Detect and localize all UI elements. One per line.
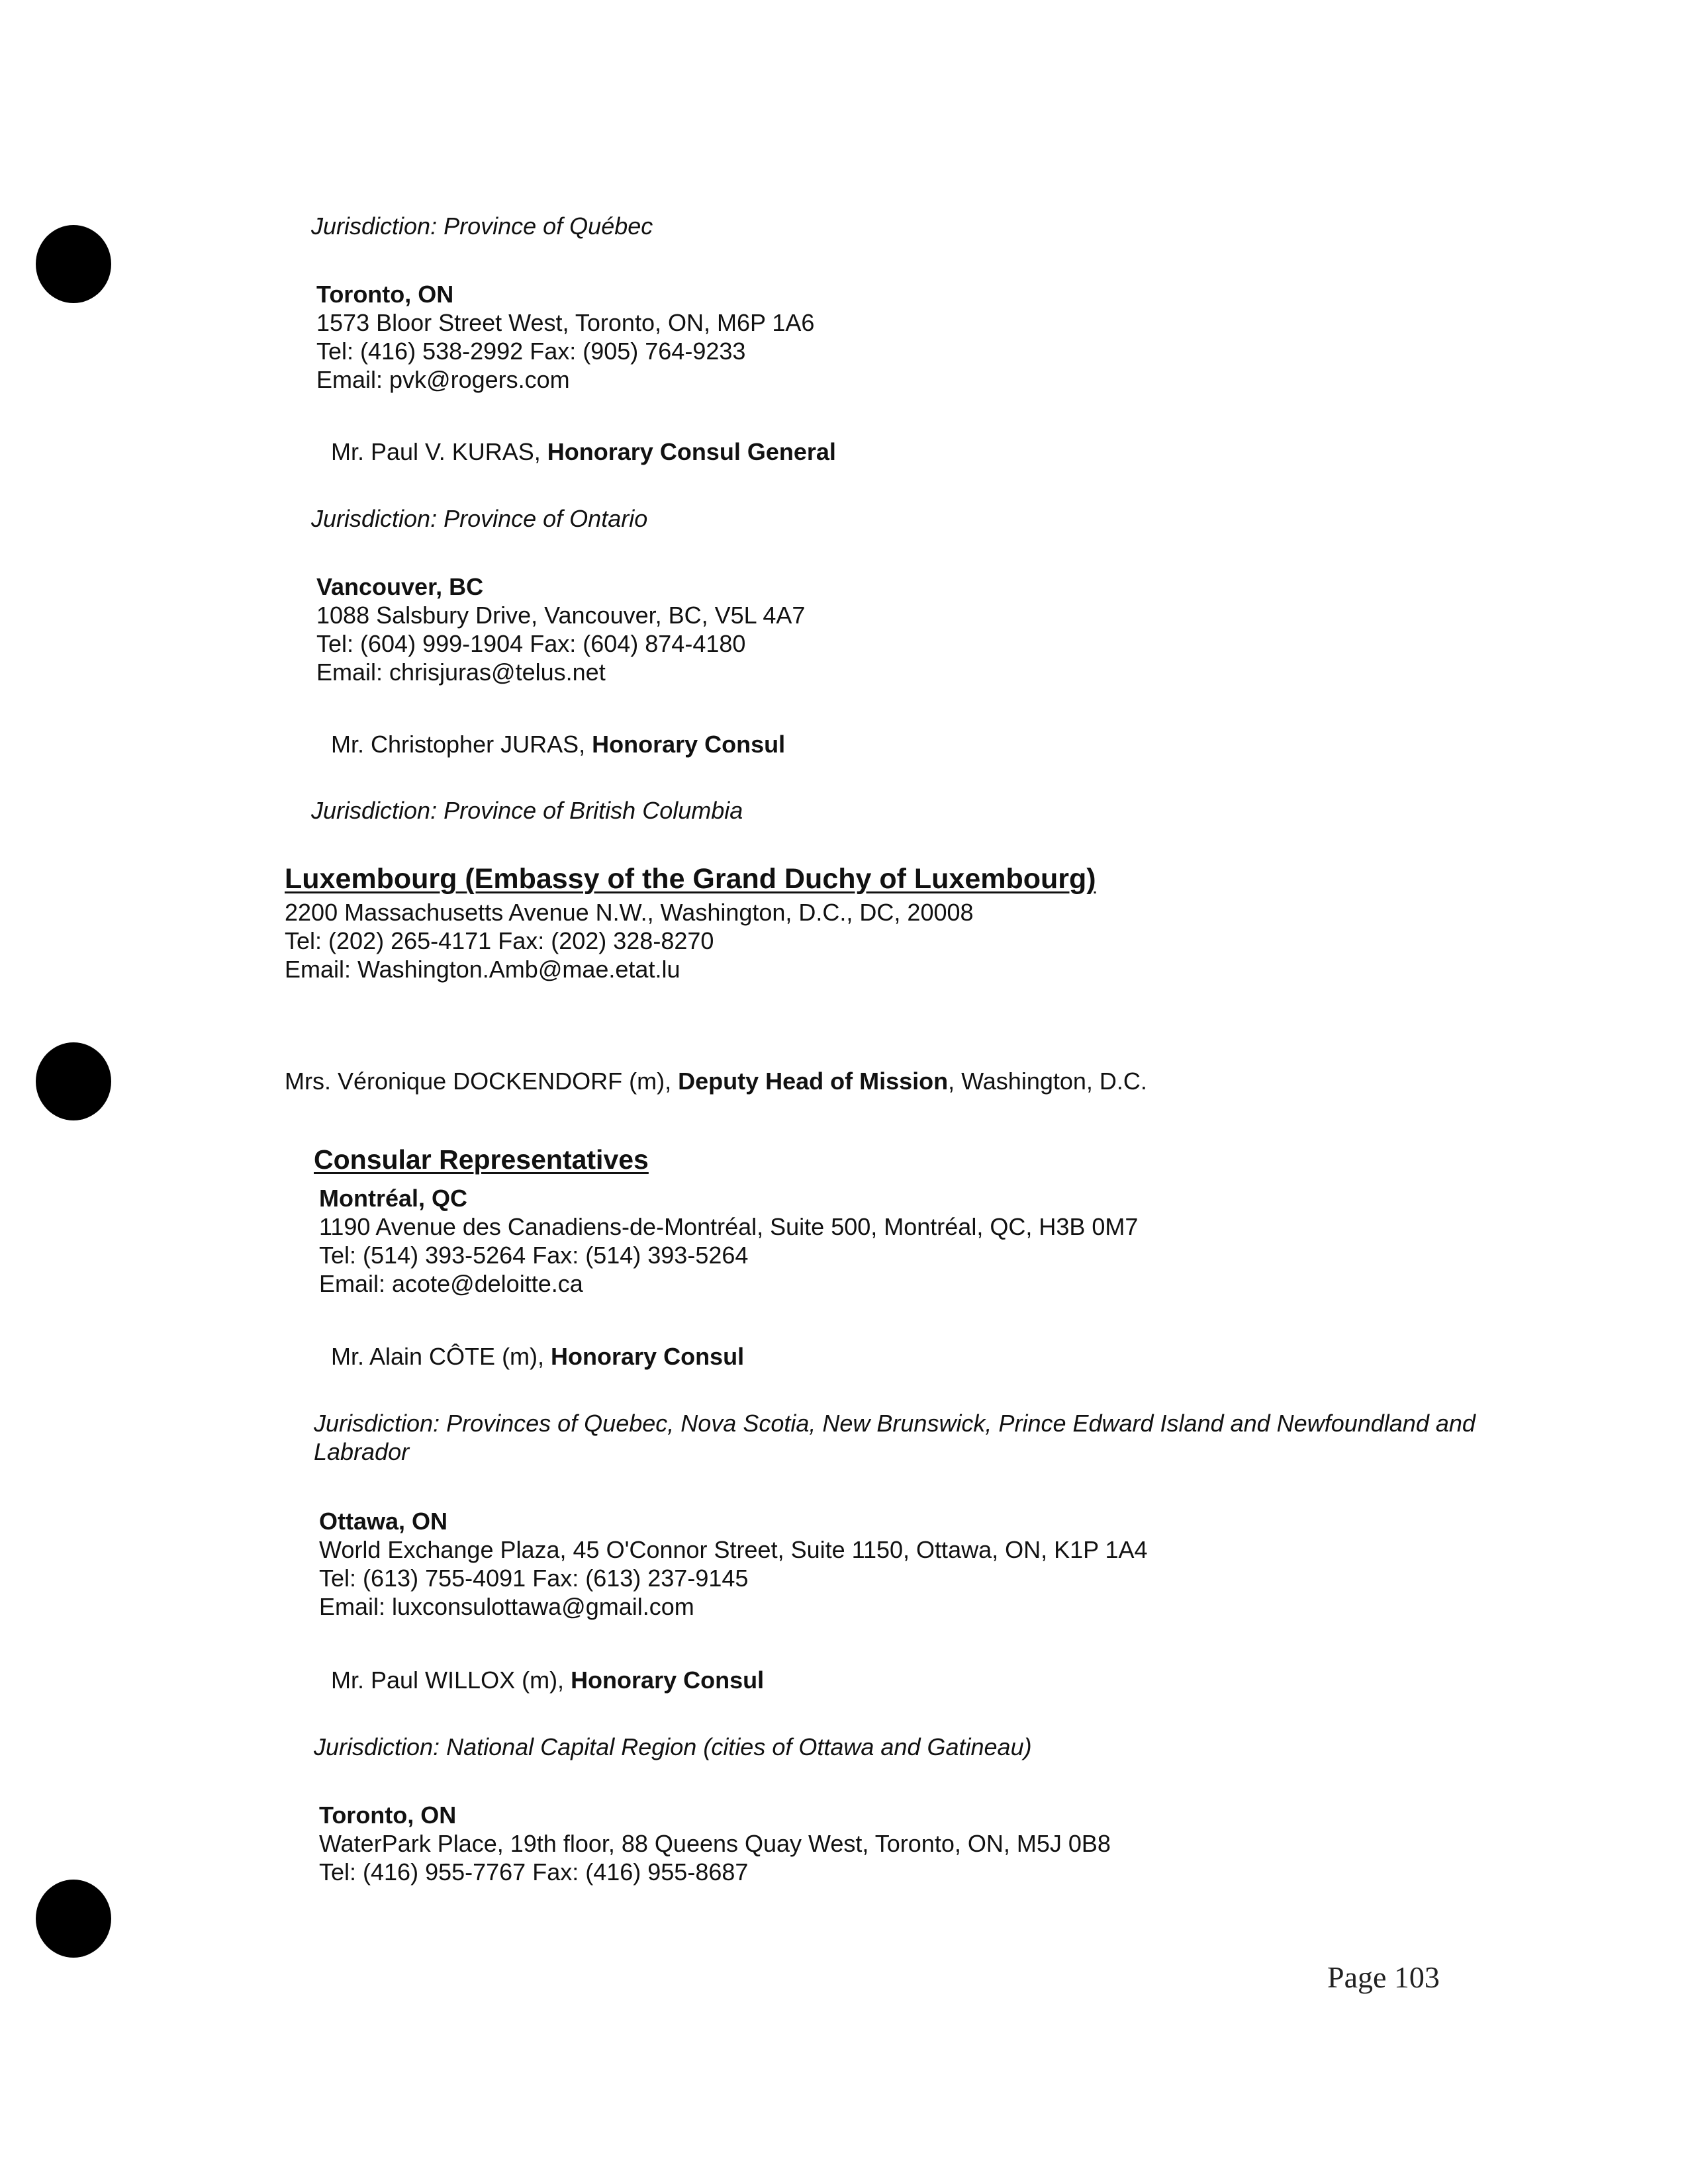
jurisdiction-label: Jurisdiction: (314, 1410, 440, 1437)
consul-entry (331, 437, 836, 466)
montreal-consulate-block (319, 1184, 1138, 1298)
embassy-contact-block (285, 898, 974, 983)
phone-fax: Tel: (604) 999-1904 Fax: (604) 874-4180 (316, 630, 746, 657)
consul-title: Honorary Consul (571, 1666, 765, 1694)
consul-title: Honorary Consul (592, 731, 786, 758)
punch-hole-top (36, 225, 111, 303)
page-number: Page 103 (1327, 1960, 1440, 1994)
jurisdiction-ontario (311, 504, 647, 533)
city-heading: Ottawa, ON (319, 1508, 448, 1535)
jurisdiction-label: Jurisdiction: (314, 1733, 440, 1760)
deputy-location: , Washington, D.C. (948, 1068, 1147, 1095)
consul-entry (331, 1342, 744, 1371)
ottawa-consulate-block (319, 1507, 1148, 1621)
deputy-head-entry (285, 1067, 1147, 1095)
deputy-title: Deputy Head of Mission (678, 1068, 949, 1095)
consul-name: Mr. Christopher JURAS, (331, 731, 592, 758)
jurisdiction-value: Province of Québec (444, 212, 653, 240)
email: Email: luxconsulottawa@gmail.com (319, 1593, 694, 1620)
consul-entry (331, 730, 785, 758)
city-heading: Toronto, ON (319, 1801, 457, 1829)
address: WaterPark Place, 19th floor, 88 Queens Quay West, Toronto, ON, M5J 0B8 (319, 1830, 1111, 1857)
jurisdiction-label: Jurisdiction: (311, 505, 438, 532)
jurisdiction-value: Province of British Columbia (444, 797, 743, 824)
consul-name: Mr. Paul WILLOX (m), (331, 1666, 571, 1694)
consul-name: Mr. Alain CÔTE (m), (331, 1343, 551, 1370)
phone-fax: Tel: (514) 393-5264 Fax: (514) 393-5264 (319, 1242, 749, 1269)
consul-title: Honorary Consul General (547, 438, 836, 465)
toronto-lux-consulate-block (319, 1801, 1111, 1886)
toronto-consulate-block (316, 280, 814, 394)
jurisdiction-value: National Capital Region (cities of Ottawa and Gatineau) (446, 1733, 1032, 1760)
address: World Exchange Plaza, 45 O'Connor Street, Suite 1150, Ottawa, ON, K1P 1A4 (319, 1536, 1148, 1563)
phone-fax: Tel: (613) 755-4091 Fax: (613) 237-9145 (319, 1565, 749, 1592)
punch-hole-middle (36, 1042, 111, 1120)
jurisdiction-national-capital (314, 1733, 1032, 1761)
jurisdiction-quebec-atlantic (314, 1409, 1519, 1466)
address: 2200 Massachusetts Avenue N.W., Washington, D.C., DC, 20008 (285, 899, 974, 926)
deputy-name: Mrs. Véronique DOCKENDORF (m), (285, 1068, 679, 1095)
city-heading: Montréal, QC (319, 1185, 468, 1212)
jurisdiction-label: Jurisdiction: (311, 797, 438, 824)
phone-fax: Tel: (416) 955-7767 Fax: (416) 955-8687 (319, 1858, 749, 1886)
consul-entry (331, 1666, 764, 1694)
consular-heading: Consular Representatives (314, 1144, 649, 1175)
consul-name: Mr. Paul V. KURAS, (331, 438, 547, 465)
jurisdiction-value: Provinces of Quebec, Nova Scotia, New Brunswick, Prince Edward Island and Newfoundland and Labrador (314, 1410, 1476, 1465)
jurisdiction-label: Jurisdiction: (311, 212, 438, 240)
jurisdiction-british-columbia (311, 796, 743, 825)
punch-hole-bottom (36, 1880, 111, 1958)
phone-fax: Tel: (202) 265-4171 Fax: (202) 328-8270 (285, 927, 714, 954)
email: Email: pvk@rogers.com (316, 366, 570, 393)
vancouver-consulate-block (316, 572, 805, 686)
embassy-heading: Luxembourg (Embassy of the Grand Duchy of Luxembourg) (285, 863, 1096, 895)
phone-fax: Tel: (416) 538-2992 Fax: (905) 764-9233 (316, 338, 746, 365)
email: Email: acote@deloitte.ca (319, 1270, 583, 1297)
address: 1573 Bloor Street West, Toronto, ON, M6P 1A6 (316, 309, 815, 336)
city-heading: Toronto, ON (316, 281, 454, 308)
email: Email: Washington.Amb@mae.etat.lu (285, 956, 680, 983)
consul-title: Honorary Consul (551, 1343, 745, 1370)
email: Email: chrisjuras@telus.net (316, 659, 606, 686)
jurisdiction-value: Province of Ontario (444, 505, 648, 532)
address: 1190 Avenue des Canadiens-de-Montréal, Suite 500, Montréal, QC, H3B 0M7 (319, 1213, 1139, 1240)
address: 1088 Salsbury Drive, Vancouver, BC, V5L 4A7 (316, 602, 806, 629)
city-heading: Vancouver, BC (316, 573, 484, 600)
jurisdiction-quebec (311, 212, 653, 240)
